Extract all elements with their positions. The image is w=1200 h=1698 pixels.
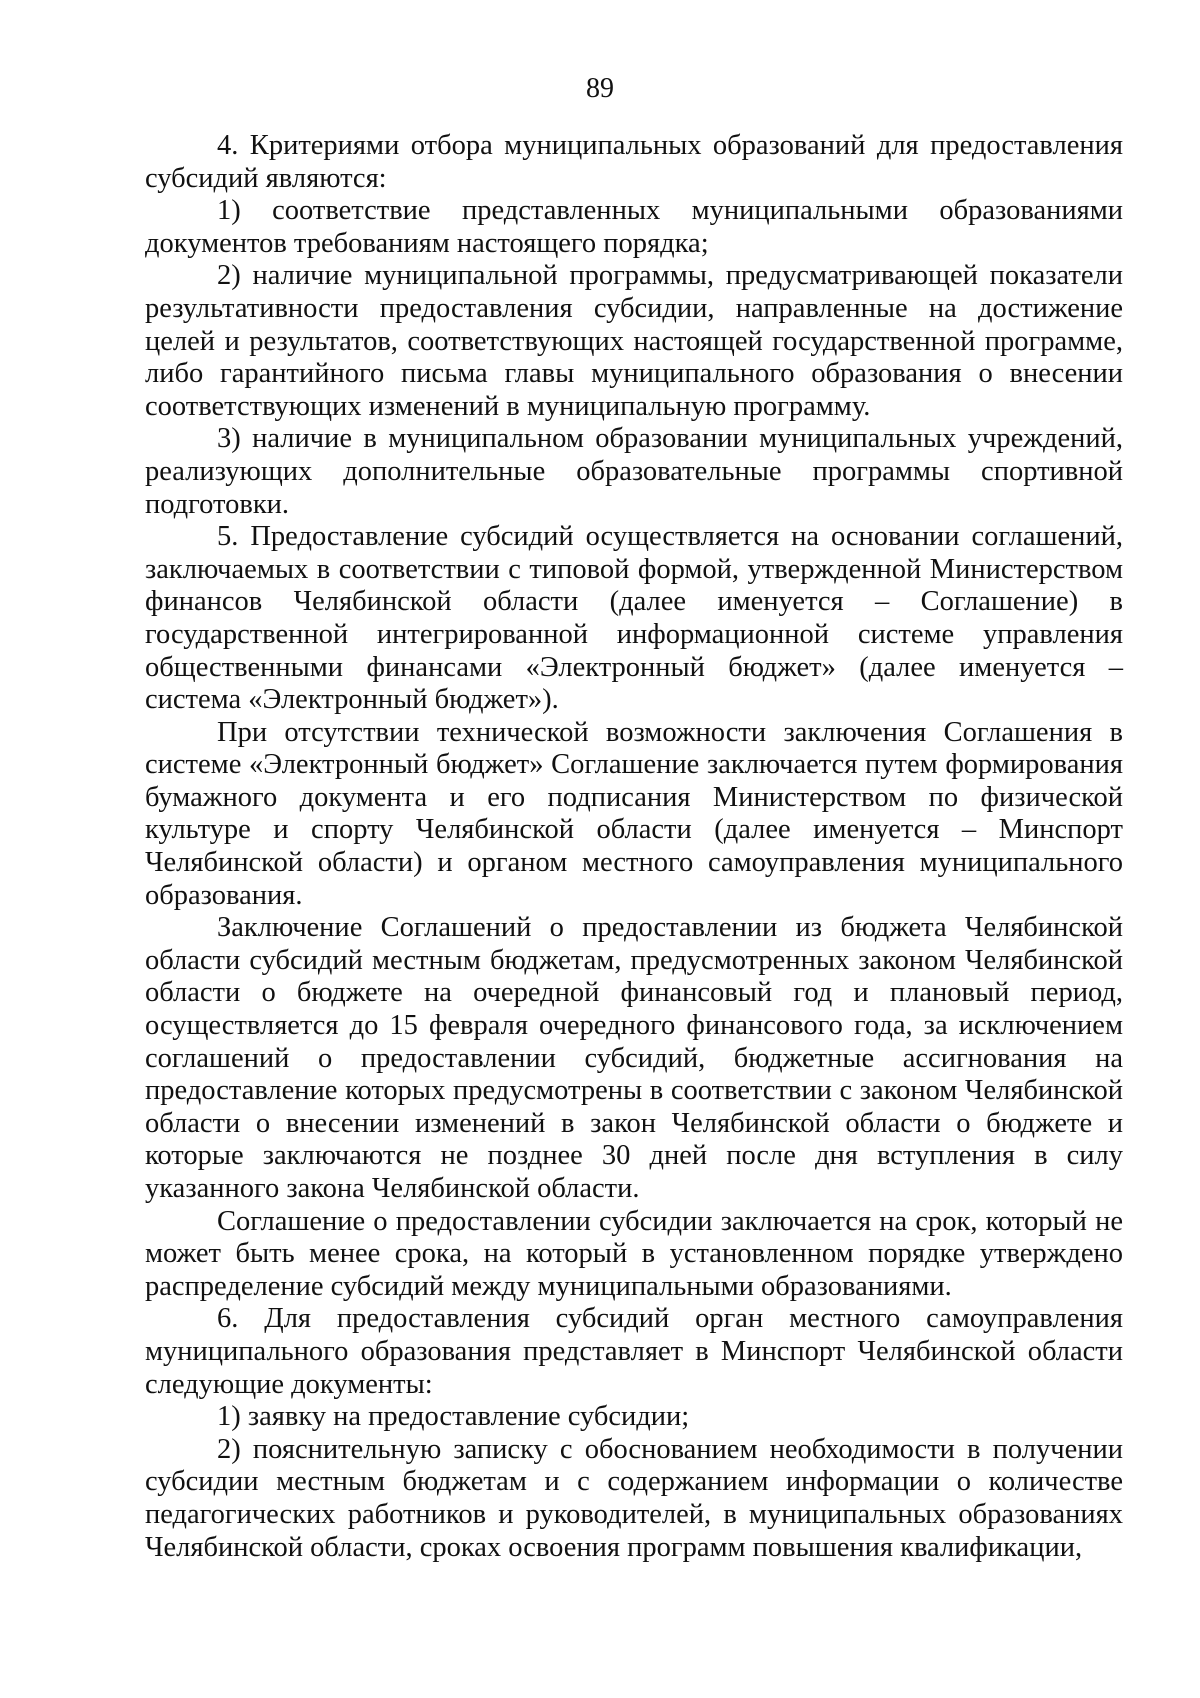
page-number: 89 [586,73,614,104]
paragraph-criteria-item-2: 2) наличие муниципальной программы, предусматривающей показатели результативности предоставления субсидии, направленные на достижение целей и результатов, соответствующих настоящей государственной программе, либо гарантийного письма главы муниципального образования о внесении соответствующих изменений в муниципальную программу. [145,260,1123,422]
paragraph-paper-agreement: При отсутствии технической возможности заключения Соглашения в системе «Электронный бюджет» Соглашение заключается путем формирования бумажного документа и его подписания Министерством по физической культуре и спорту Челябинской области (далее именуется – Минспорт Челябинской области) и органом местного самоуправления муниципального образования. [145,716,1123,911]
paragraph-criteria-item-3: 3) наличие в муниципальном образовании муниципальных учреждений, реализующих дополнительные образовательные программы спортивной подготовки. [145,423,1123,520]
paragraph-criteria-heading: 4. Критериями отбора муниципальных образований для предоставления субсидий являются: [145,130,1123,194]
paragraph-agreement-term: Соглашение о предоставлении субсидии заключается на срок, который не может быть менее срока, на который в установленном порядке утверждено распределение субсидий между муниципальными образованиями. [145,1205,1123,1302]
paragraph-documents-item-2: 2) пояснительную записку с обоснованием необходимости в получении субсидии местным бюджетам и с содержанием информации о количестве педагогических работников и руководителей, в муниципальных образованиях Челябинской области, сроках освоения программ повышения квалификации, [145,1433,1123,1563]
document-body [145,130,1123,1564]
paragraph-criteria-item-1: 1) соответствие представленных муниципальными образованиями документов требованиям настоящего порядка; [145,195,1123,259]
paragraph-documents-item-1: 1) заявку на предоставление субсидии; [217,1401,690,1433]
paragraph-agreement-deadline: Заключение Соглашений о предоставлении из бюджета Челябинской области субсидий местным бюджетам, предусмотренных законом Челябинской области о бюджете на очередной финансовый год и плановый период, осуществляется до 15 февраля очередного финансового года, за исключением соглашений о предоставлении субсидий, бюджетные ассигнования на предоставление которых предусмотрены в соответствии с законом Челябинской области о внесении изменений в закон Челябинской области о бюджете и которые заключаются не позднее 30 дней после дня вступления в силу указанного закона Челябинской области. [145,912,1123,1204]
paragraph-documents-heading: 6. Для предоставления субсидий орган местного самоуправления муниципального образования представляет в Минспорт Челябинской области следующие документы: [145,1303,1123,1400]
paragraph-agreements: 5. Предоставление субсидий осуществляется на основании соглашений, заключаемых в соответствии с типовой формой, утвержденной Министерством финансов Челябинской области (далее именуется – Соглашение) в государственной интегрированной информационной системе управления общественными финансами «Электронный бюджет» (далее именуется – система «Электронный бюджет»). [145,521,1123,716]
